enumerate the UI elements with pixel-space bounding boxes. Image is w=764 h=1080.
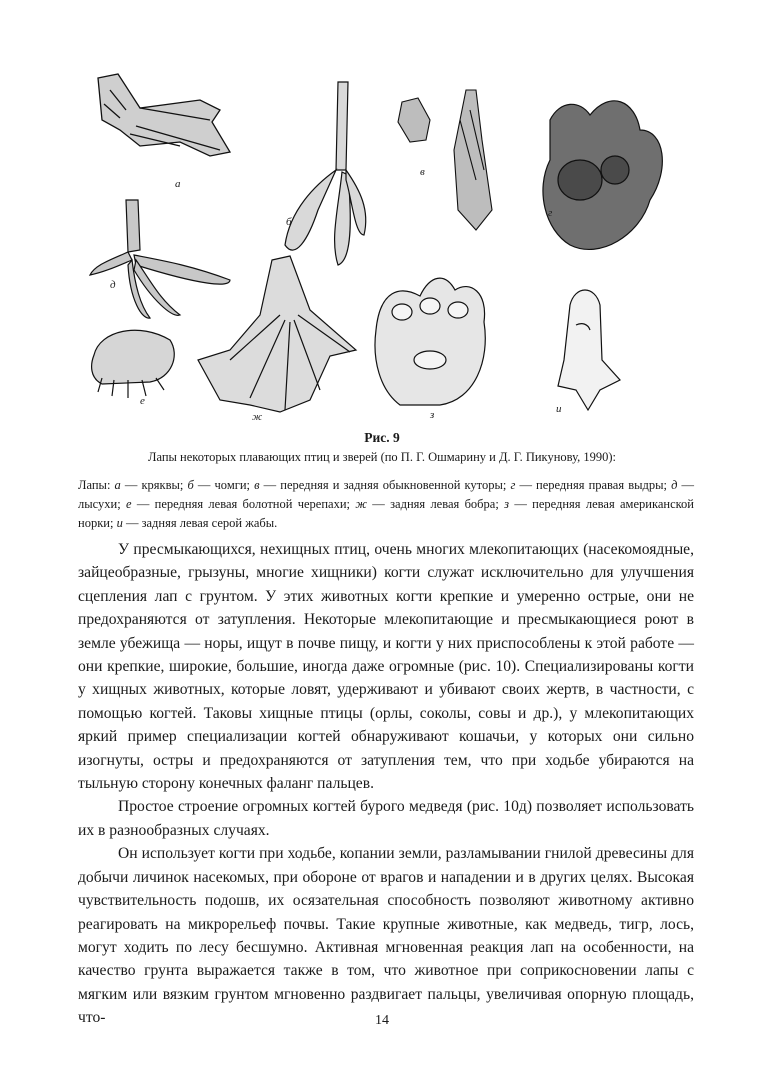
paw-e-pond-turtle bbox=[92, 330, 175, 398]
panel-label-b: б bbox=[286, 216, 292, 228]
panel-label-e: е bbox=[140, 395, 145, 407]
panel-label-zh: ж bbox=[252, 411, 263, 423]
panel-label-z: з bbox=[430, 409, 435, 421]
paragraph: У пресмыкающихся, нехищных птиц, очень многих млекопитающих (насекомоядные, зайцеобразные, грызуны, многие хищники) когти служат исключительно для улучшения сцепления лап с грунтом. У этих животных когти крепкие и умеренно острые, они не предохраняются от затупления. Некоторые млекопитающие и пресмыкающиеся роют в земле убежища — норы, ищут в почве пищу, и когти у них приспособлены к этой работе — они крепкие, широкие, большие, иногда даже огромные (рис. 10). Специализированы когти у хищных животных, которые ловят, удерживают и убивают своих жертв, в частности, с помощью когтей. Таковы хищные птицы (орлы, соколы, совы и др.), у млекопитающих яркий пример специализации когтей обнаруживают кошачьи, у которых они сильно изогнуты, остры и предохраняются от затупления тем, что при ходьбе убираются на тыльную сторону конечных фаланг пальцев. bbox=[78, 541, 694, 793]
paw-b-grebe bbox=[285, 82, 366, 265]
legend-item-text: — лысухи; bbox=[78, 478, 695, 511]
legend-letter: б bbox=[187, 478, 194, 492]
paw-v-water-shrew bbox=[398, 90, 492, 230]
legend-letter: ж bbox=[355, 497, 367, 511]
legend-item-text: — передняя и задняя обыкновенной куторы; bbox=[259, 478, 511, 492]
legend-item-text: — передняя левая американской норки; bbox=[78, 497, 694, 530]
legend-letter: з bbox=[504, 497, 510, 511]
legend-prefix: Лапы: bbox=[78, 478, 111, 492]
panel-label-g: г bbox=[548, 207, 553, 219]
legend-letter: и bbox=[116, 516, 123, 530]
figure-legend bbox=[78, 476, 694, 533]
paw-z-mink bbox=[375, 278, 485, 405]
panel-label-i: и bbox=[556, 403, 562, 415]
legend-item-text: — чомги; bbox=[193, 478, 255, 492]
paragraph: Он использует когти при ходьбе, копании земли, разламывании гнилой древесины для добычи личинок насекомых, при обороне от врагов и нападении и в других целях. Высокая чувствительность подошв, их осязательная способность позволяют животному активно реагировать на микрорельеф почвы. Такие крупные животные, как медведь, тигр, лось, могут ходить по лесу бесшумно. Активная мгновенная реакция лап на особенности, на качество грунта выражается также в том, что животное при соприкосновении лапы с мягким или вязким грунтом мгновенно раздвигает пальцы, увеличивая опорную площадь, что- bbox=[78, 845, 694, 1027]
paw-d-coot bbox=[90, 200, 230, 318]
paragraph: Простое строение огромных когтей бурого медведя (рис. 10д) позволяет использовать их в разнообразных случаях. bbox=[78, 798, 694, 839]
paw-a-mallard bbox=[98, 74, 230, 156]
panel-label-v: в bbox=[420, 166, 425, 178]
legend-item-text: — задняя левая серой жабы. bbox=[122, 516, 278, 530]
legend-letter: в bbox=[254, 478, 260, 492]
body-text bbox=[78, 538, 694, 1030]
panel-label-a: а bbox=[175, 178, 181, 190]
figure-subtitle: Лапы некоторых плавающих птиц и зверей (по П. Г. Ошмарину и Д. Г. Пикунову, 1990): bbox=[147, 450, 616, 464]
legend-letter: д bbox=[671, 478, 678, 492]
paw-i-toad bbox=[558, 290, 620, 410]
figure-title: Рис. 9 bbox=[364, 430, 400, 445]
legend-letter: а bbox=[114, 478, 121, 492]
paw-g-otter bbox=[543, 101, 662, 250]
legend-letter: г bbox=[510, 478, 516, 492]
legend-item-text: — кряквы; bbox=[120, 478, 188, 492]
page-number: 14 bbox=[375, 1013, 389, 1028]
figure-illustration bbox=[80, 60, 690, 425]
legend-item-text: — задняя левая бобра; bbox=[366, 497, 505, 511]
legend-item-text: — передняя левая болотной черепахи; bbox=[131, 497, 356, 511]
legend-letter: е bbox=[126, 497, 132, 511]
legend-item-text: — передняя правая выдры; bbox=[515, 478, 672, 492]
panel-label-d: д bbox=[110, 279, 116, 291]
